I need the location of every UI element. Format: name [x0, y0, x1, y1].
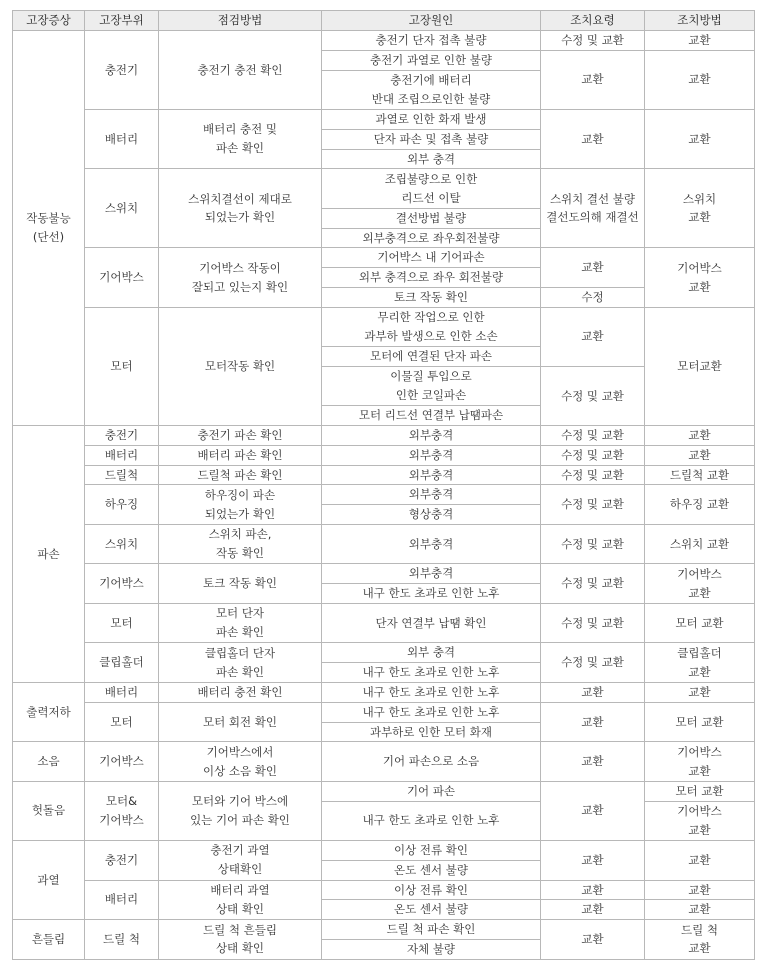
- table-cell: 조립불량으로 인한 리드선 이탈: [322, 169, 541, 208]
- table-cell: 교환: [645, 880, 755, 900]
- table-cell: 과부하로 인한 모터 화재: [322, 722, 541, 742]
- table-cell: 모터: [85, 702, 159, 742]
- table-row: [13, 31, 755, 51]
- table-cell: 모터 교환: [645, 781, 755, 801]
- table-cell: 과열로 인한 화재 발생: [322, 109, 541, 129]
- table-cell: 모터 교환: [645, 604, 755, 643]
- table-cell: 기어박스 교환: [645, 564, 755, 604]
- table-cell: 충전기에 배터리 반대 조립으로인한 불량: [322, 70, 541, 109]
- table-row: [13, 840, 755, 860]
- table-cell: 모터 단자 파손 확인: [159, 604, 322, 643]
- header-action-guide: 조치요령: [541, 11, 645, 31]
- table-cell: 하우징이 파손 되었는가 확인: [159, 485, 322, 525]
- table-cell: 드릴 척: [85, 920, 159, 960]
- table-row: [13, 485, 755, 505]
- table-cell: 스위치 교환: [645, 525, 755, 564]
- table-cell: 교환: [645, 31, 755, 51]
- table-cell: 외부충격: [322, 525, 541, 564]
- table-cell: 드릴척 파손 확인: [159, 465, 322, 485]
- table-cell: 모터 회전 확인: [159, 702, 322, 742]
- troubleshooting-table: [12, 10, 755, 960]
- table-cell: 교환: [541, 248, 645, 288]
- table-cell: 배터리: [85, 445, 159, 465]
- table-cell: 기어박스: [85, 742, 159, 781]
- table-cell: 내구 한도 초과로 인한 노후: [322, 682, 541, 702]
- table-cell: 스위치: [85, 169, 159, 248]
- table-cell: 모터 교환: [645, 702, 755, 742]
- table-row: [13, 564, 755, 584]
- table-cell: 이상 전류 확인: [322, 880, 541, 900]
- table-cell: 교환: [541, 307, 645, 366]
- table-cell: 내구 한도 초과로 인한 노후: [322, 801, 541, 840]
- table-cell: 충전기 과열로 인한 불량: [322, 50, 541, 70]
- table-cell: 충전기: [85, 426, 159, 446]
- table-row: [13, 682, 755, 702]
- table-cell: 교환: [541, 781, 645, 840]
- table-cell: 교환: [645, 682, 755, 702]
- table-cell: 충전기 단자 접촉 불량: [322, 31, 541, 51]
- table-row: [13, 781, 755, 801]
- table-cell: 기어박스 교환: [645, 801, 755, 840]
- table-cell: 드릴 척 교환: [645, 920, 755, 960]
- table-cell: 충전기: [85, 31, 159, 110]
- table-cell: 클립홀더: [85, 643, 159, 683]
- table-cell: 모터와 기어 박스에 있는 기어 파손 확인: [159, 781, 322, 840]
- table-row: [13, 742, 755, 762]
- table-cell: 수정 및 교환: [541, 445, 645, 465]
- table-row: [13, 169, 755, 189]
- table-cell: 외부충격: [322, 465, 541, 485]
- table-cell: 토크 작동 확인: [322, 287, 541, 307]
- table-cell: 내구 한도 초과로 인한 노후: [322, 584, 541, 604]
- table-cell: 수정: [541, 287, 645, 307]
- table-cell: 배터리 파손 확인: [159, 445, 322, 465]
- table-cell: 자체 불량: [322, 939, 541, 959]
- table-cell: 내구 한도 초과로 인한 노후: [322, 663, 541, 683]
- table-cell: 교환: [541, 702, 645, 742]
- table-cell: 충전기 과열 상태확인: [159, 840, 322, 880]
- table-cell: 내구 한도 초과로 인한 노후: [322, 702, 541, 722]
- table-cell: 이물질 투입으로 인한 코일파손: [322, 366, 541, 405]
- table-cell: 작동불능 (단선): [13, 31, 85, 426]
- table-row: [13, 465, 755, 485]
- table-cell: 수정 및 교환: [541, 564, 645, 604]
- table-cell: 드릴척: [85, 465, 159, 485]
- table-cell: 기어박스 교환: [645, 248, 755, 307]
- table-cell: 배터리 과열 상태 확인: [159, 880, 322, 920]
- table-cell: 결선방법 불량: [322, 208, 541, 228]
- table-cell: 기어박스에서 이상 소음 확인: [159, 742, 322, 781]
- table-cell: 이상 전류 확인: [322, 840, 541, 860]
- table-row: [13, 525, 755, 545]
- table-cell: 외부충격으로 좌우회전불량: [322, 228, 541, 248]
- table-row: [13, 880, 755, 900]
- table-cell: 무리한 작업으로 인한 과부하 발생으로 인한 소손: [322, 307, 541, 346]
- table-cell: 모터: [85, 307, 159, 425]
- table-cell: 모터 리드선 연결부 납땜파손: [322, 406, 541, 426]
- header-part: 고장부위: [85, 11, 159, 31]
- table-cell: 외부 충격: [322, 149, 541, 169]
- table-cell: 교환: [541, 50, 645, 109]
- table-cell: 단자 파손 및 접촉 불량: [322, 129, 541, 149]
- table-cell: 교환: [541, 742, 645, 781]
- table-row: [13, 604, 755, 624]
- table-cell: 온도 센서 불량: [322, 860, 541, 880]
- table-cell: 교환: [541, 900, 645, 920]
- table-cell: 기어 파손: [322, 781, 541, 801]
- table-cell: 교환: [645, 445, 755, 465]
- header-action-method: 조치방법: [645, 11, 755, 31]
- table-cell: 수정 및 교환: [541, 366, 645, 425]
- table-cell: 배터리 충전 및 파손 확인: [159, 109, 322, 168]
- table-cell: 파손: [13, 426, 85, 683]
- table-cell: 기어박스: [85, 248, 159, 307]
- table-cell: 교환: [541, 682, 645, 702]
- table-cell: 교환: [645, 840, 755, 880]
- table-cell: 교환: [541, 109, 645, 168]
- table-row: [13, 920, 755, 940]
- table-cell: 외부충격: [322, 564, 541, 584]
- table-cell: 외부충격: [322, 426, 541, 446]
- table-cell: 흔들림: [13, 920, 85, 960]
- table-cell: 모터작동 확인: [159, 307, 322, 425]
- troubleshooting-table-container: [12, 10, 755, 960]
- table-cell: 배터리: [85, 682, 159, 702]
- table-row: [13, 643, 755, 663]
- header-symptom: 고장증상: [13, 11, 85, 31]
- table-row: [13, 307, 755, 327]
- table-row: [13, 445, 755, 465]
- table-cell: 온도 센서 불량: [322, 900, 541, 920]
- header-cause: 고장원인: [322, 11, 541, 31]
- table-cell: 수정 및 교환: [541, 426, 645, 446]
- table-cell: 교환: [645, 109, 755, 168]
- table-cell: 스위치: [85, 525, 159, 564]
- table-cell: 교환: [645, 50, 755, 109]
- table-row: [13, 702, 755, 722]
- table-cell: 클립홀더 단자 파손 확인: [159, 643, 322, 683]
- table-cell: 기어박스 교환: [645, 742, 755, 781]
- table-cell: 소음: [13, 742, 85, 781]
- table-row: [13, 248, 755, 268]
- table-cell: 출력저하: [13, 682, 85, 741]
- table-cell: 배터리 충전 확인: [159, 682, 322, 702]
- table-cell: 수정 및 교환: [541, 485, 645, 525]
- table-cell: 교환: [541, 920, 645, 960]
- table-cell: 수정 및 교환: [541, 465, 645, 485]
- table-row: [13, 109, 755, 129]
- table-cell: 드릴 척 파손 확인: [322, 920, 541, 940]
- table-body: [13, 31, 755, 960]
- table-cell: 교환: [541, 880, 645, 900]
- table-cell: 과열: [13, 840, 85, 919]
- table-cell: 스위치결선이 제대로 되었는가 확인: [159, 169, 322, 248]
- table-cell: 외부충격: [322, 445, 541, 465]
- table-cell: 하우징 교환: [645, 485, 755, 525]
- table-cell: 하우징: [85, 485, 159, 525]
- table-cell: 외부 충격으로 좌우 회전불량: [322, 268, 541, 288]
- table-cell: 수정 및 교환: [541, 525, 645, 564]
- table-cell: 모터교환: [645, 307, 755, 425]
- table-cell: 기어박스 내 기어파손: [322, 248, 541, 268]
- table-cell: 외부 충격: [322, 643, 541, 663]
- table-cell: 모터: [85, 604, 159, 643]
- table-cell: 배터리: [85, 109, 159, 168]
- table-cell: 단자 연결부 납땜 확인: [322, 604, 541, 643]
- table-cell: 기어박스: [85, 564, 159, 604]
- table-cell: 교환: [541, 840, 645, 880]
- table-cell: 모터에 연결된 단자 파손: [322, 347, 541, 367]
- table-cell: 교환: [645, 426, 755, 446]
- table-cell: 드릴척 교환: [645, 465, 755, 485]
- table-cell: 스위치 파손, 작동 확인: [159, 525, 322, 564]
- table-row: [13, 426, 755, 446]
- table-cell: 충전기 파손 확인: [159, 426, 322, 446]
- table-cell: 클립홀더 교환: [645, 643, 755, 683]
- header-inspection: 점검방법: [159, 11, 322, 31]
- table-cell: 드릴 척 흔들림 상태 확인: [159, 920, 322, 960]
- table-cell: 충전기 충전 확인: [159, 31, 322, 110]
- table-cell: 토크 작동 확인: [159, 564, 322, 604]
- table-cell: 충전기: [85, 840, 159, 880]
- header-row: [13, 11, 755, 31]
- table-cell: 형상충격: [322, 505, 541, 525]
- table-cell: 모터& 기어박스: [85, 781, 159, 840]
- table-cell: 교환: [645, 900, 755, 920]
- table-cell: 수정 및 교환: [541, 31, 645, 51]
- table-cell: 헛돌음: [13, 781, 85, 840]
- table-cell: 기어 파손으로 소음: [322, 742, 541, 781]
- table-cell: 스위치 결선 불량 결선도의해 재결선: [541, 169, 645, 248]
- table-cell: 기어박스 작동이 잘되고 있는지 확인: [159, 248, 322, 307]
- table-cell: 배터리: [85, 880, 159, 920]
- table-cell: 스위치 교환: [645, 169, 755, 248]
- table-cell: 외부충격: [322, 485, 541, 505]
- table-cell: 수정 및 교환: [541, 604, 645, 643]
- table-cell: 수정 및 교환: [541, 643, 645, 683]
